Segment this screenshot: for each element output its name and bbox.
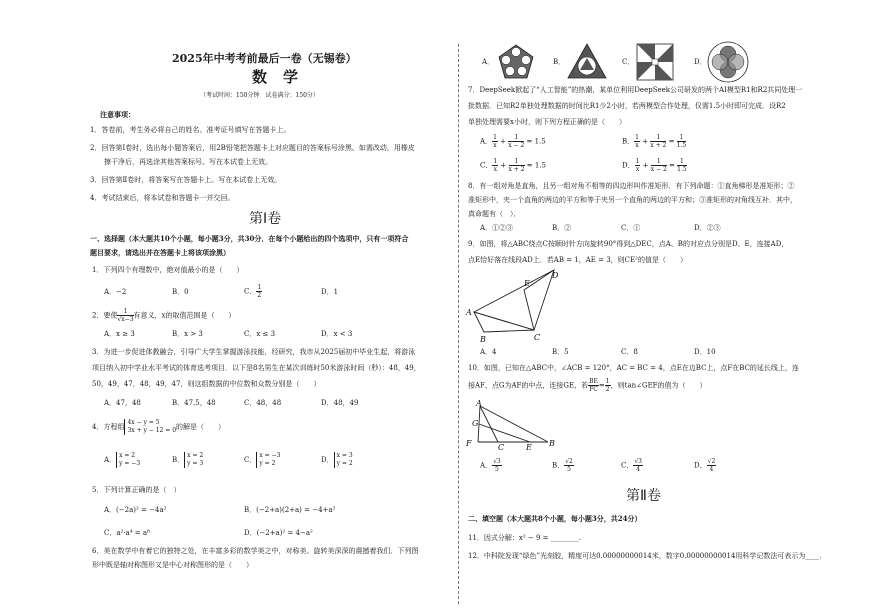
section-1-line2: 题目要求，请选出并在答题卡上将该项涂黑） [90, 248, 230, 257]
paper-title: 2025年中考考前最后一卷（无锡卷） [172, 52, 357, 65]
q9-line1: 9．如图，将△ABC绕点C按顺时针方向旋转90°得到△DEC，点A、B的对应点分别是D、E，连接AD， [468, 240, 789, 248]
q8-line2: 准矩形中，夹一个直角的两边的平方和等于夹另一个直角的两边的平方和；③准矩形的对角线互补．其中， [468, 196, 797, 204]
subject-title: 数学 [252, 68, 315, 86]
q7-option-b: B． $\frac{1}{x}$ + $\frac{1}{x + 2}$ = $\frac{1}{1.5}$ [622, 134, 687, 149]
section-1-line1: 一、选择题（本大题共10个小题，每小题3分，共30分．在每个小题给出的四个选项中，只有一项符合 [90, 234, 409, 243]
note-1: 1．答卷前，考生务必将自己的姓名、准考证号填写在答题卡上。 [90, 126, 291, 134]
q8-line3: 真命题有（ ）． [468, 210, 521, 218]
q4-option-a: A． x = 2 y = −3 [104, 452, 141, 467]
q1-option-a: A．−2 [104, 288, 127, 296]
q8-option-a: A．①②③ [480, 224, 514, 232]
q6-line1: 6．美在数学中有着它的独特之处，在丰富多彩的数学美之中，对称美、旋转美深深的震撼着我们．下列图 [92, 547, 419, 555]
q6-line2: 形中既是轴对称图形又是中心对称图形的是（ ） [92, 561, 253, 569]
q6-figure-c [635, 42, 675, 82]
q4-option-b: B． x = 2 y = 3 [172, 452, 204, 467]
q1-option-c: C． $\frac{1}{2}$ [244, 284, 262, 299]
q2-option-a: A．x ≥ 3 [104, 330, 135, 338]
q3-option-c: C．48，48 [244, 399, 282, 407]
q9-option-c: C．8 [621, 348, 638, 356]
q10-option-c: C． $\frac{√3}{4}$ [621, 458, 642, 473]
part-1-heading: 第Ⅰ卷 [249, 211, 282, 227]
note-2: 2．回答第Ⅰ卷时，选出每小题答案后，用2B铅笔把答题卡上对应题目的答案标号涂黑。如需改动，用橡皮 [90, 144, 415, 152]
exam-info: （考试时间：150分钟 试卷满分：150分） [200, 92, 319, 99]
q10-label-g: G [472, 419, 479, 428]
q9-line2: 点E恰好落在线段AD上．若AB = 1，AE = 3，则CE²的值是（ ） [468, 256, 687, 264]
q7-line2: 批数据．已知R2单独处理数据的时间比R1少2小时，若两模型合作处理，仅需1.5小时即可完成．设R2 [468, 102, 786, 110]
q5-option-d: D．(−2+a)² = 4−a² [244, 529, 313, 537]
q6-figure-d [706, 40, 750, 84]
notes-heading: 注意事项： [100, 110, 135, 119]
q3-line3: 50，49，47，48，49，47，则这组数据的中位数和众数分别是（ ） [92, 380, 321, 388]
q9-option-a: A．4 [480, 348, 497, 356]
q12-text: 12．中科院发现“绿色”光刻胶，精度可达0.00000000014米，数字0.00000000014用科学记数法可表示为____． [468, 552, 827, 560]
q7-line1: 7．DeepSeek掀起了“人工智能”的热潮，某单位利用DeepSeek公司研发的两个AI模型R1和R2共同处理一 [468, 86, 803, 94]
q3-option-b: B．47.5，48 [172, 399, 216, 407]
q2-option-d: D．x < 3 [321, 330, 353, 338]
q3-line1: 3．为进一步促进体教融合，引导广大学生掌握游泳技能，经研究，我市从2025届初中毕业生起，将游泳 [92, 348, 416, 356]
q9-label-a: A [466, 308, 472, 317]
q1-option-b: B．0 [172, 288, 189, 296]
part-2-heading: 第Ⅱ卷 [626, 488, 661, 504]
q9-option-b: B．5 [552, 348, 569, 356]
q5-stem: 5．下列计算正确的是（ ） [92, 486, 181, 494]
q4-option-d: D． x = 3 y = 2 [321, 452, 353, 467]
q6-option-d: D． [694, 58, 707, 66]
q1-option-d: D．1 [321, 288, 339, 296]
q3-option-d: D．48，49 [321, 399, 359, 407]
q5-option-c: C．a²·a⁴ = a⁸ [104, 529, 150, 537]
q8-line1: 8．有一组对角是直角，且另一组对角不相等的四边形叫作准矩形．有下列命题：①直角梯形是准矩形；② [468, 182, 795, 190]
q10-label-a: A [476, 399, 482, 408]
column-divider [458, 44, 459, 604]
q7-option-a: A． $\frac{1}{x}$ + $\frac{1}{x - 2}$ = 1.5 [480, 134, 546, 149]
q9-label-e: E [524, 279, 530, 288]
q6-option-a: A． [482, 58, 495, 66]
q10-label-c: C [498, 443, 505, 452]
q9-figure [464, 266, 564, 346]
q6-option-c: C． [622, 58, 635, 66]
q10-option-d: D． $\frac{√2}{4}$ [694, 458, 716, 473]
q9-label-b: B [480, 335, 486, 344]
q6-figure-b [565, 41, 609, 81]
q7-option-c: C． $\frac{1}{x}$ + $\frac{1}{x + 2}$ = 1.5 [480, 158, 547, 173]
q8-option-d: D．②③ [694, 224, 721, 232]
q4-stem: 4．方程组 4x − y = 5 3x + y − 12 = 0 的解是（ ） [92, 419, 226, 434]
q10-option-a: A． $\frac{√3}{5}$ [480, 458, 501, 473]
q10-line2: 接AF，点G为AF的中点，连接GE，若 $\frac{BE}{FC}$ = $\frac{1}{2}$ ，则tan∠GEF的值为（ ） [468, 378, 707, 393]
q6-option-b: B． [553, 58, 566, 66]
q5-option-a: A．(−2a)² = −4a² [104, 506, 167, 514]
q10-line1: 10．如图，已知在△ABC中，∠ACB = 120°，AC = BC = 4，点E在边BC上，点F在BC的延长线上，连 [468, 364, 799, 372]
note-2-cont: 擦干净后，再选涂其他答案标号。写在本试卷上无效。 [104, 158, 272, 166]
q2-stem: 2．要使 $\frac{1}{√x-3}$ 有意义，x的取值范围是（ ） [92, 308, 236, 323]
q3-option-a: A．47，48 [104, 399, 141, 407]
q8-option-c: C．① [621, 224, 641, 232]
q4-option-c: C． x = −3 y = 2 [244, 452, 281, 467]
q2-option-b: B．x > 3 [172, 330, 203, 338]
q3-line2: 项目纳入初中学业水平考试的体育选考项目．以下是8名男生在某次训练时50米游泳时间（秒）：48，49， [92, 364, 421, 372]
q9-option-d: D．10 [694, 348, 716, 356]
q11-text: 11．因式分解：x² − 9 = ________. [468, 534, 581, 542]
q10-label-e: E [526, 443, 532, 452]
q1-stem: 1．下列四个有理数中，绝对值最小的是（ ） [92, 266, 244, 274]
q2-option-c: C．x ≤ 3 [244, 330, 276, 338]
q10-option-b: B． $\frac{√2}{5}$ [552, 458, 573, 473]
section-2-heading: 二、填空题（本大题共8个小题，每小题3分，共24分） [468, 514, 642, 523]
q10-label-f: F [466, 439, 472, 448]
q9-label-d: D [552, 271, 559, 280]
q6-figure-a [495, 42, 537, 82]
q9-label-c: C [534, 333, 541, 342]
q10-label-b: B [549, 439, 555, 448]
note-3: 3．回答第Ⅱ卷时，将答案写在答题卡上。写在本试卷上无效。 [90, 176, 282, 184]
note-4: 4．考试结束后，将本试卷和答题卡一并交回。 [90, 194, 235, 202]
q8-option-b: B．② [552, 224, 572, 232]
q10-figure [464, 398, 564, 454]
q5-option-b: B．(−2+a)(2+a) = −4+a² [244, 506, 336, 514]
q7-option-d: D． $\frac{1}{x}$ + $\frac{1}{x - 2}$ = $\frac{1}{1.5}$ [622, 158, 687, 173]
q7-line3: 单独处理需要x小时，则下列方程正确的是（ ） [468, 118, 626, 126]
